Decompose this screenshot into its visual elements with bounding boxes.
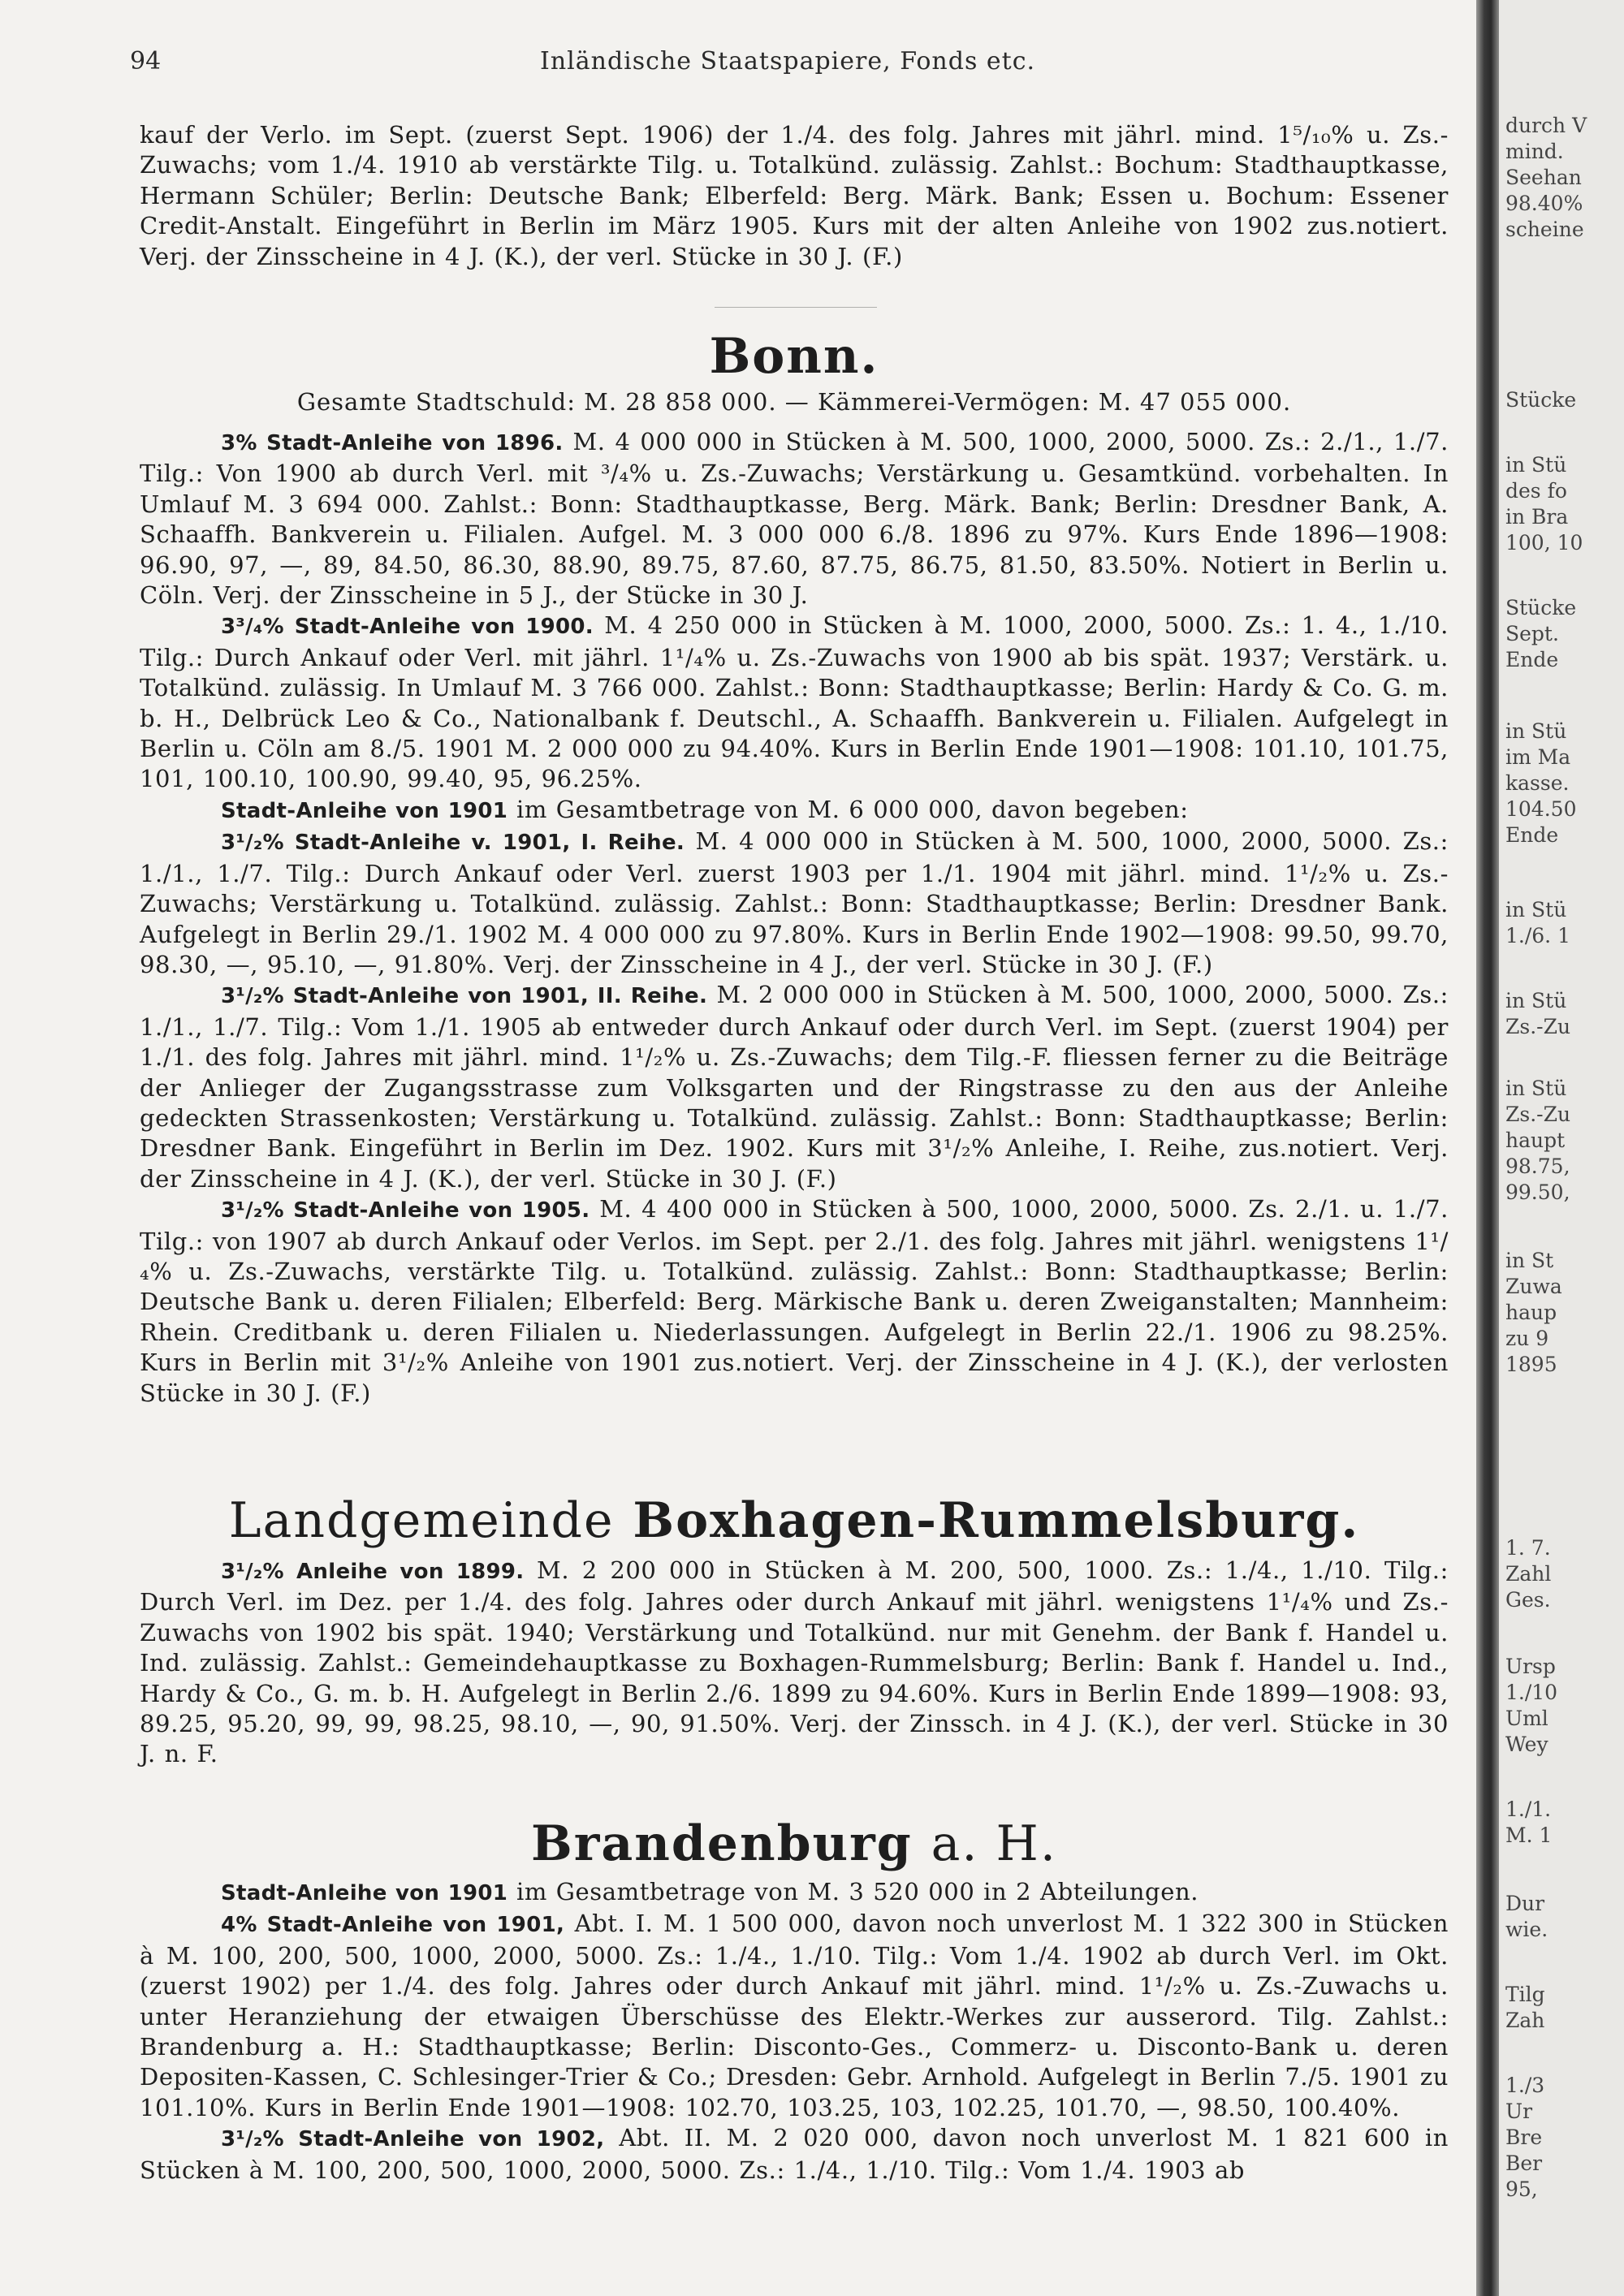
next-page-fragment: im Ma — [1505, 745, 1571, 769]
next-page-fragment: des fo — [1505, 479, 1567, 503]
next-page-fragment: 1./10 — [1505, 1681, 1558, 1704]
entry-paragraph — [140, 1556, 1449, 1770]
entry-heading: 4% Stadt-Anleihe von 1901, — [221, 1913, 565, 1938]
next-page-fragment: 98.75, — [1505, 1154, 1570, 1178]
next-page-fragment: Wey — [1505, 1733, 1548, 1756]
entry-heading: 3¹/₂% Anleihe von 1899. — [221, 1560, 525, 1584]
next-page-fragment: kasse. — [1505, 771, 1570, 795]
next-page-fragment: scheine — [1505, 218, 1584, 241]
next-page-fragment: 1. 7. — [1505, 1536, 1551, 1560]
entry-paragraph — [140, 1194, 1449, 1409]
next-page-fragment: 1./1. — [1505, 1798, 1552, 1821]
page-number: 94 — [130, 47, 162, 76]
entry-paragraph — [140, 795, 1449, 826]
entry-text: im Gesamtbetrage von M. 6 000 000, davon begeben: — [516, 795, 1189, 823]
entry-text: Abt. I. M. 1 500 000, davon noch unverlost M. 1 322 300 in Stücken à M. 100, 200, 500, 1000, 2000, 5000. Zs.: 1./4., 1./10. Tilg.: Vom 1./4. 1902 ab durch Verl. im Okt. (zuerst 1902) per 1./4. des folg. Jahres oder durch Ankauf mit jährl. mind. 1¹/₂% u. Zs.-Zuwachs u. unter Heranziehung der etwaigen Überschüsse des Elektr.-Werkes zur ausserord. Tilg. Zahlst.: Brandenburg a. H.: Stadthauptkasse; Berlin: Disconto-Ges., Commerz- u. Disconto-Bank u. deren Depositen-Kassen, C. Schlesinger-Trier & Co.; Dresden: Gebr. Arnhold. Aufgelegt in Berlin 7./5. 1901 zu 101.10%. Kurs in Berlin Ende 1901—1908: 102.70, 103.25, 103, 102.25, 101.70, —, 98.50, 100.40%. — [140, 1910, 1449, 2121]
next-page-fragment: haup — [1505, 1301, 1557, 1324]
entry-paragraph — [140, 826, 1449, 980]
bonn-entries — [140, 427, 1449, 1409]
next-page-fragment: in Stü — [1505, 989, 1567, 1012]
bonn-debt-summary: Gesamte Stadtschuld: M. 28 858 000. — Kämmerei-Vermögen: M. 47 055 000. — [296, 388, 1292, 416]
section-divider — [715, 307, 877, 308]
next-page-fragment: Seehan — [1505, 166, 1582, 189]
entry-text: M. 4 000 000 in Stücken à M. 500, 1000, 2000, 5000. Zs.: 2./1., 1./7. Tilg.: Von 1900 ab durch Verl. mit ³/₄% u. Zs.-Zuwachs; Verstärkung u. Gesamtkünd. vorbehalten. In Umlauf M. 3 694 000. Zahlst.: Bonn: Stadthauptkasse, Berg. Märk. Bank; Berlin: Dresdner Bank, A. Schaaffh. Bankverein u. Filialen. Aufgel. M. 3 000 000 6./8. 1896 zu 97%. Kurs Ende 1896—1908: 96.90, 97, —, 89, 84.50, 86.30, 88.90, 89.75, 87.60, 87.75, 86.75, 81.50, 83.50%. Notiert in Berlin u. Cöln. Verj. der Zinsscheine in 5 J., der Stücke in 30 J. — [140, 428, 1449, 610]
next-page-fragment: Dur — [1505, 1892, 1545, 1915]
next-page-fragment: zu 9 — [1505, 1327, 1549, 1350]
next-page-fragment: 1./3 — [1505, 2074, 1545, 2097]
next-page-fragment: Stücke — [1505, 388, 1577, 412]
boxhagen-entries — [140, 1556, 1449, 1770]
section-title-prefix: Landgemeinde — [228, 1492, 615, 1549]
next-page-fragment: 98.40% — [1505, 192, 1583, 215]
next-page-fragment: Ber — [1505, 2151, 1543, 2175]
entry-paragraph — [140, 980, 1449, 1194]
next-page-fragment: Ende — [1505, 648, 1559, 671]
page-header — [130, 47, 1445, 80]
next-page-fragment: 104.50 — [1505, 797, 1577, 821]
section-title-name: Boxhagen-Rummelsburg. — [633, 1492, 1360, 1549]
entry-text: M. 4 400 000 in Stücken à 500, 1000, 2000, 5000. Zs. 2./1. u. 1./7. Tilg.: von 1907 ab durch Ankauf oder Verlos. im Sept. per 2./1. des folg. Jahres mit jährl. wenigstens 1¹/₄% u. Zs.-Zuwachs, verstärkte Tilg. u. Totalkünd. zulässig. Zahlst.: Bonn: Stadthauptkasse; Berlin: Deutsche Bank u. deren Filialen; Elberfeld: Berg. Märkische Bank u. deren Zweiganstalten; Mannheim: Rhein. Creditbank u. deren Filialen u. Niederlassungen. Aufgelegt in Berlin 22./1. 1906 zu 98.25%. Kurs in Berlin mit 3¹/₂% Anleihe von 1901 zus.notiert. Verj. der Zinsscheine in 4 J. (K.), der verlosten Stücke in 30 J. (F.) — [140, 1195, 1449, 1407]
next-page-fragment: Zah — [1505, 2009, 1545, 2032]
next-page-fragment: Stücke — [1505, 596, 1577, 619]
entry-heading: 3¹/₂% Stadt-Anleihe von 1905. — [221, 1198, 590, 1224]
next-page-fragment: Ges. — [1505, 1588, 1551, 1612]
entry-heading: 3¹/₂% Stadt-Anleihe von 1901, II. Reihe. — [221, 984, 708, 1009]
next-page-fragment: in St — [1505, 1249, 1554, 1272]
intro-paragraph-block — [140, 120, 1449, 272]
next-page-fragment: Zs.-Zu — [1505, 1015, 1571, 1038]
next-page-fragment: Zahl — [1505, 1562, 1552, 1586]
section-title-bonn: Bonn. — [709, 328, 879, 385]
next-page-edge — [1499, 0, 1624, 2296]
entry-heading: 3¹/₂% Stadt-Anleihe v. 1901, I. Reihe. — [221, 831, 685, 856]
entry-text: Abt. II. M. 2 020 000, davon noch unverlost M. 1 821 600 in Stücken à M. 100, 200, 500, 1000, 2000, 5000. Zs.: 1./4., 1./10. Tilg.: Vom 1./4. 1903 ab — [140, 2124, 1449, 2184]
entry-text: M. 2 200 000 in Stücken à M. 200, 500, 1000. Zs.: 1./4., 1./10. Tilg.: Durch Verl. im Dez. per 1./4. des folg. Jahres oder durch Ankauf mit jährl. wenigstens 1¹/₄% und Zs.-Zuwachs von 1902 bis spät. 1940; Verstärkung und Totalkünd. nur mit Genehm. der Bank f. Handel u. Ind. zulässig. Zahlst.: Gemeindehauptkasse zu Boxhagen-Rummelsburg; Berlin: Bank f. Handel u. Ind., Hardy & Co., G. m. b. H. Aufgelegt in Berlin 2./6. 1899 zu 94.60%. Kurs in Berlin Ende 1899—1908: 93, 89.25, 95.20, 99, 99, 98.25, 98.10, —, 90, 91.50%. Verj. der Zinssch. in 4 J. (K.), der verl. Stücke in 30 J. n. F. — [140, 1556, 1449, 1768]
next-page-fragment: Ursp — [1505, 1655, 1556, 1678]
next-page-fragment: 99.50, — [1505, 1180, 1570, 1204]
brandenburg-entries — [140, 1877, 1449, 2186]
next-page-fragment: Uml — [1505, 1707, 1548, 1730]
section-title-name: Brandenburg — [531, 1815, 913, 1872]
entry-text: M. 2 000 000 in Stücken à M. 500, 1000, 2000, 5000. Zs.: 1./1., 1./7. Tilg.: Vom 1./1. 1905 ab entweder durch Ankauf oder durch Verl. im Sept. (zuerst 1904) per 1./1. des folg. Jahres mit jährl. mind. 1¹/₂% u. Zs.-Zuwachs; dem Tilg.-F. fliessen ferner zu die Beiträge der Anlieger der Zugangsstrasse zum Volksgarten und der Ringstrasse zu den aus der Anleihe gedeckten Strassenkosten; Verstärkung u. Totalkünd. zulässig. Zahlst.: Bonn: Stadthauptkasse; Berlin: Dresdner Bank. Eingeführt in Berlin im Dez. 1902. Kurs mit 3¹/₂% Anleihe, I. Reihe, zus.notiert. Verj. der Zinsscheine in 4 J. (K.), der verl. Stücke in 30 J. (F.) — [140, 981, 1449, 1193]
entry-text: im Gesamtbetrage von M. 3 520 000 in 2 Abteilungen. — [516, 1878, 1199, 1905]
next-page-fragment: in Stü — [1505, 453, 1567, 477]
running-title: Inländische Staatspapiere, Fonds etc. — [539, 47, 1036, 76]
next-page-fragment: Tilg — [1505, 1983, 1545, 2006]
next-page-fragment: Ur — [1505, 2100, 1533, 2123]
intro-paragraph: kauf der Verlo. im Sept. (zuerst Sept. 1906) der 1./4. des folg. Jahres mit jährl. mind. 1⁵/₁₀% u. Zs.-Zuwachs; vom 1./4. 1910 ab verstärkte Tilg. u. Totalkünd. zulässig. Zahlst.: Bochum: Stadthauptkasse, Hermann Schüler; Berlin: Deutsche Bank; Elberfeld: Berg. Märk. Bank; Essen u. Bochum: Essener Credit-Anstalt. Eingeführt in Berlin im März 1905. Kurs mit der alten Anleihe von 1902 zus.notiert. Verj. der Zinsscheine in 4 J. (K.), der verl. Stücke in 30 J. (F.) — [140, 121, 1449, 270]
next-page-fragment: Zs.-Zu — [1505, 1103, 1571, 1126]
entry-heading: 3³/₄% Stadt-Anleihe von 1900. — [221, 615, 594, 640]
entry-text: M. 4 000 000 in Stücken à M. 500, 1000, 2000, 5000. Zs.: 1./1., 1./7. Tilg.: Durch Ankauf oder Verl. zuerst 1903 per 1./1. 1904 mit jährl. mind. 1¹/₂% u. Zs.-Zuwachs; Verstärkung u. Totalkünd. zulässig. Zahlst.: Bonn: Stadthauptkasse; Berlin: Dresdner Bank. Aufgelegt in Berlin 29./1. 1902 M. 4 000 000 zu 97.80%. Kurs in Berlin Ende 1902—1908: 99.50, 99.70, 98.30, —, 95.10, —, 91.80%. Verj. der Zinsscheine in 4 J., der verl. Stücke in 30 J. (F.) — [140, 827, 1449, 978]
entry-heading: Stadt-Anleihe von 1901 — [221, 798, 508, 823]
next-page-fragment: in Stü — [1505, 1077, 1567, 1100]
next-page-fragment: 1895 — [1505, 1353, 1557, 1376]
next-page-fragment: haupt — [1505, 1129, 1566, 1152]
book-gutter — [1476, 0, 1499, 2296]
next-page-fragment: in Stü — [1505, 719, 1567, 743]
entry-paragraph — [140, 1877, 1449, 1909]
entry-heading: 3% Stadt-Anleihe von 1896. — [221, 431, 564, 455]
next-page-fragment: in Bra — [1505, 505, 1569, 529]
next-page-fragment: 100, 10 — [1505, 531, 1583, 555]
entry-paragraph — [140, 1909, 1449, 2123]
section-title-boxhagen — [140, 1492, 1449, 1549]
entry-heading: Stadt-Anleihe von 1901 — [221, 1881, 508, 1905]
next-page-fragment: durch V — [1505, 114, 1587, 137]
section-title-suffix: a. H. — [931, 1815, 1057, 1872]
entry-text: M. 4 250 000 in Stücken à M. 1000, 2000, 5000. Zs.: 1. 4., 1./10. Tilg.: Durch Ankauf oder Verl. mit jährl. 1¹/₄% u. Zs.-Zuwachs von 1900 ab bis spät. 1937; Verstärk. u. Totalkünd. zulässig. In Umlauf M. 3 766 000. Zahlst.: Bonn: Stadthauptkasse; Berlin: Hardy & Co. G. m. b. H., Delbrück Leo & Co., Nationalbank f. Deutschl., A. Schaaffh. Bankverein u. Filialen. Aufgelegt in Berlin u. Cöln am 8./5. 1901 M. 2 000 000 zu 94.40%. Kurs in Berlin Ende 1901—1908: 101.10, 101.75, 101, 100.10, 100.90, 99.40, 95, 96.25%. — [140, 611, 1449, 793]
next-page-fragment: 1./6. 1 — [1505, 924, 1570, 947]
next-page-fragment: in Stü — [1505, 898, 1567, 921]
section-title-brandenburg — [140, 1815, 1449, 1872]
next-page-fragment: 95, — [1505, 2177, 1538, 2201]
entry-paragraph — [140, 611, 1449, 794]
next-page-fragment: wie. — [1505, 1918, 1548, 1941]
entry-paragraph — [140, 2123, 1449, 2186]
next-page-fragment: Bre — [1505, 2126, 1543, 2149]
entry-heading: 3¹/₂% Stadt-Anleihe von 1902, — [221, 2127, 605, 2152]
next-page-fragment: mind. — [1505, 140, 1564, 163]
entry-paragraph — [140, 427, 1449, 611]
next-page-fragment: Sept. — [1505, 622, 1559, 645]
next-page-fragment: Ende — [1505, 823, 1559, 847]
next-page-fragment: Zuwa — [1505, 1275, 1562, 1298]
next-page-fragment: M. 1 — [1505, 1823, 1553, 1847]
